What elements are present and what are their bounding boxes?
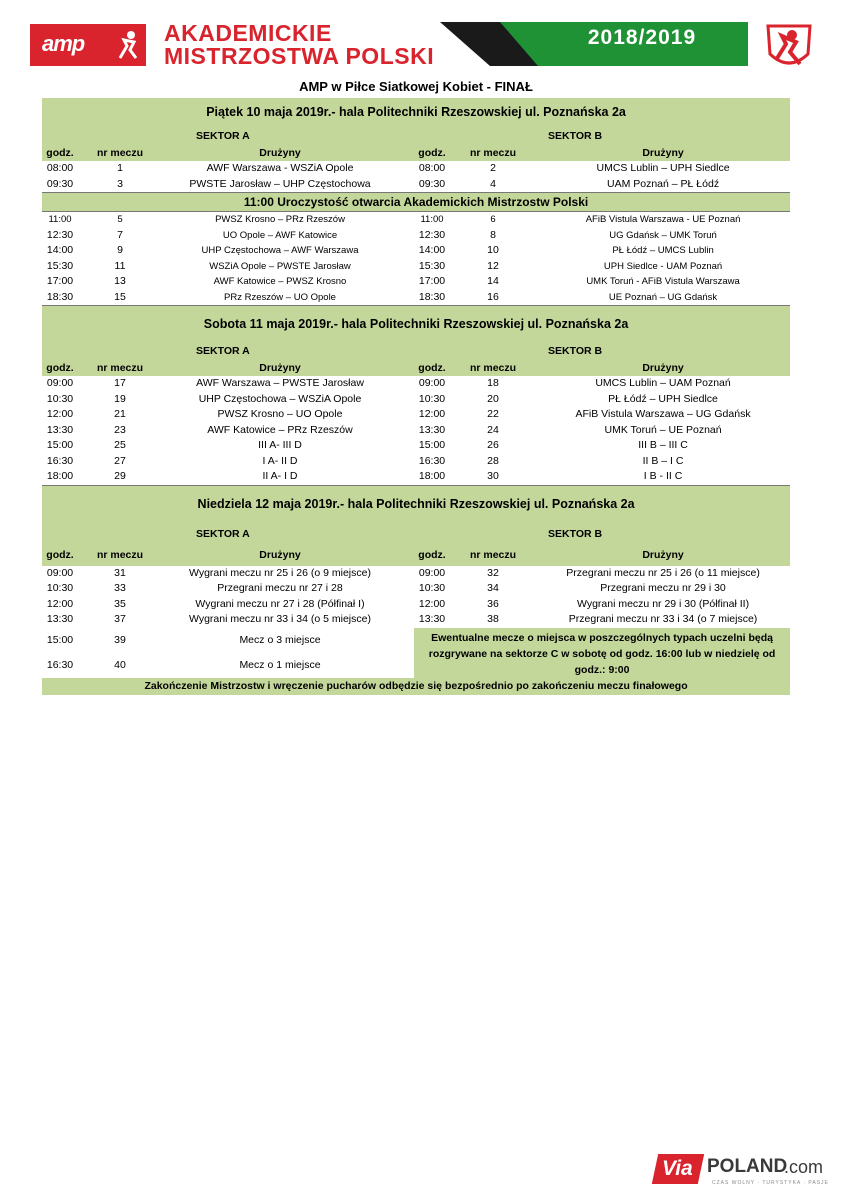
- col-match: nr meczu: [469, 549, 517, 561]
- match-time: 15:30: [46, 259, 74, 272]
- match-time: 18:00: [414, 469, 450, 485]
- match-teams: UHP Częstochowa – WSZiA Opole: [198, 392, 362, 405]
- match-time: 16:30: [46, 454, 74, 467]
- match-row: [42, 423, 790, 439]
- match-number: 38: [487, 613, 499, 626]
- match-time: 10:30: [418, 582, 446, 595]
- match-teams: UHP Częstochowa – AWF Warszawa: [201, 245, 359, 257]
- col-match: nr meczu: [469, 361, 517, 374]
- match-number: 37: [114, 613, 126, 626]
- match-row: [42, 259, 790, 275]
- match-row: [42, 392, 790, 408]
- sector-b-label: SEKTOR B: [548, 129, 603, 142]
- match-time: 18:00: [42, 469, 78, 485]
- match-time: 09:00: [46, 377, 74, 390]
- amp-logo: [30, 24, 146, 66]
- match-number: 16: [450, 290, 536, 306]
- match-row: [42, 612, 790, 628]
- match-time: 15:00: [46, 633, 74, 646]
- sector-b-label: SEKTOR B: [548, 528, 603, 540]
- match-number: 26: [487, 439, 499, 452]
- match-number: 9: [117, 244, 123, 257]
- match-teams: Przegrani meczu nr 29 i 30: [600, 582, 726, 595]
- match-row: [42, 581, 790, 597]
- azs-emblem-icon: [762, 20, 816, 74]
- match-time: 18:30: [42, 290, 78, 306]
- match-teams: III B – III C: [638, 439, 688, 452]
- match-teams: AWF Katowice – PWSZ Krosno: [213, 276, 347, 288]
- match-number: 2: [490, 162, 496, 175]
- match-number: 31: [114, 566, 126, 579]
- col-time: godz.: [418, 361, 446, 374]
- match-teams: II A- I D: [162, 469, 398, 485]
- match-time: 15:00: [418, 439, 446, 452]
- column-header-row: [42, 360, 790, 376]
- match-teams: AFiB Vistula Warszawa – UG Gdańsk: [575, 408, 751, 421]
- match-time: 14:00: [46, 244, 74, 257]
- match-row: [42, 597, 790, 613]
- day-heading: Piątek 10 maja 2019r.- hala Politechniki Rzeszowskiej ul. Poznańska 2a: [206, 105, 626, 119]
- match-number: 12: [487, 259, 499, 272]
- match-time: 09:00: [418, 566, 446, 579]
- match-time: 09:30: [418, 177, 446, 190]
- match-teams: AWF Warszawa - WSZiA Opole: [206, 162, 354, 175]
- match-time: 13:30: [46, 613, 74, 626]
- sector-c-note: Ewentualne mecze o miejsca w poszczególnych typach uczelni będą rozgrywane na sektorze C w sobotę od godz. 16:00 lub w niedzielę od godz.: 9:00: [414, 628, 790, 678]
- match-number: 17: [114, 377, 126, 390]
- brand-com: .com: [784, 1157, 824, 1177]
- match-time: 15:00: [46, 439, 74, 452]
- match-teams: UE Poznań – UG Gdańsk: [536, 290, 790, 306]
- match-time: 18:30: [414, 290, 450, 306]
- match-time: 10:30: [46, 392, 74, 405]
- match-row: [42, 454, 790, 470]
- match-number: 29: [78, 469, 162, 485]
- match-teams: Mecz o 3 miejsce: [239, 633, 321, 646]
- match-number: 8: [490, 228, 496, 241]
- match-time: 16:30: [418, 454, 446, 467]
- match-teams: UPH Siedlce - UAM Poznań: [603, 260, 723, 272]
- sector-row: [42, 524, 790, 546]
- day-heading: Niedziela 12 maja 2019r.- hala Politechniki Rzeszowskiej ul. Poznańska 2a: [197, 497, 635, 511]
- match-teams: UO Opole – AWF Katowice: [222, 229, 338, 241]
- match-number: 22: [487, 408, 499, 421]
- match-teams: AWF Warszawa – PWSTE Jarosław: [196, 377, 364, 390]
- match-number: 20: [487, 392, 499, 405]
- match-number: 18: [487, 377, 499, 390]
- match-teams: II B – I C: [642, 454, 684, 467]
- match-teams: PWSZ Krosno – PRz Rzeszów: [215, 214, 345, 226]
- amp-logo-text: amp: [42, 31, 85, 56]
- match-row: [42, 438, 790, 454]
- day-header-friday: [42, 98, 790, 127]
- match-teams: III A- III D: [258, 439, 302, 452]
- match-time: 08:00: [46, 162, 74, 175]
- season-label: 2018/2019: [587, 26, 697, 49]
- match-number: 25: [114, 439, 126, 452]
- match-number: 23: [114, 423, 126, 436]
- match-time: 16:30: [46, 658, 74, 671]
- sector-a-label: SEKTOR A: [196, 528, 250, 540]
- match-teams: Wygrani meczu nr 27 i 28 (Półfinał I): [195, 597, 365, 610]
- match-teams: Przegrani meczu nr 33 i 34 (o 7 miejsce): [568, 613, 758, 626]
- match-teams: PRz Rzeszów – UO Opole: [162, 290, 398, 306]
- match-row: [42, 177, 790, 193]
- match-row: [42, 274, 790, 290]
- column-header-row: [42, 145, 790, 161]
- match-teams: I B - II C: [536, 469, 790, 485]
- match-number: 10: [487, 244, 499, 257]
- match-number: 21: [114, 408, 126, 421]
- match-number: 19: [114, 392, 126, 405]
- match-teams: Wygrani meczu nr 33 i 34 (o 5 miejsce): [189, 613, 371, 626]
- col-match: nr meczu: [469, 146, 517, 159]
- document-title: AMP w Piłce Siatkowej Kobiet - FINAŁ: [299, 79, 533, 94]
- match-time: 09:30: [46, 177, 74, 190]
- match-number: 24: [487, 423, 499, 436]
- match-teams: Mecz o 1 miejsce: [239, 658, 321, 671]
- match-time: 14:00: [418, 244, 446, 257]
- match-teams: UMCS Lublin – UPH Siedlce: [596, 162, 730, 175]
- schedule-table: [42, 98, 790, 695]
- brand-poland: POLAND: [707, 1156, 788, 1177]
- col-time: godz.: [46, 549, 74, 561]
- col-teams: Drużyny: [259, 361, 301, 374]
- match-number: 30: [450, 469, 536, 485]
- match-teams: AWF Katowice – PRz Rzeszów: [207, 423, 353, 436]
- match-number: 34: [487, 582, 499, 595]
- column-header-row: [42, 546, 790, 566]
- brand-tagline: CZAS WOLNY · TURYSTYKA · PASJE: [712, 1180, 829, 1186]
- match-row: [42, 212, 790, 228]
- match-time: 13:30: [418, 613, 446, 626]
- match-time: 10:30: [46, 582, 74, 595]
- match-number: 15: [78, 290, 162, 306]
- match-teams: PŁ Łódź – UMCS Lublin: [612, 245, 714, 257]
- match-time: 09:00: [46, 566, 74, 579]
- match-row: [42, 376, 790, 392]
- col-teams: Drużyny: [642, 361, 684, 374]
- match-teams: UG Gdańsk – UMK Toruń: [609, 229, 717, 241]
- col-teams: Drużyny: [259, 146, 301, 159]
- match-teams: Przegrani meczu nr 25 i 26 (o 11 miejsce): [566, 566, 760, 579]
- day-heading: Sobota 11 maja 2019r.- hala Politechniki Rzeszowskiej ul. Poznańska 2a: [203, 316, 629, 331]
- match-number: 14: [487, 275, 499, 288]
- match-time: 12:30: [418, 228, 446, 241]
- day-header-saturday: [42, 306, 790, 343]
- match-teams: AFiB Vistula Warszawa - UE Poznań: [585, 214, 741, 226]
- brand-via: Via: [662, 1157, 693, 1180]
- col-match: nr meczu: [96, 146, 144, 159]
- match-number: 36: [487, 597, 499, 610]
- day-header-sunday: [42, 485, 790, 524]
- match-number: 3: [117, 177, 123, 190]
- match-row: [42, 161, 790, 177]
- match-time: 12:00: [46, 597, 74, 610]
- match-row: [42, 243, 790, 259]
- match-number: 27: [114, 454, 126, 467]
- match-time: 17:00: [46, 275, 74, 288]
- match-time: 12:00: [418, 597, 446, 610]
- col-teams: Drużyny: [642, 549, 684, 561]
- match-row: [42, 407, 790, 423]
- match-row: [42, 228, 790, 244]
- match-time: 12:30: [46, 228, 74, 241]
- match-row: [42, 566, 790, 582]
- match-time: 11:00: [48, 214, 72, 226]
- match-time: 13:30: [46, 423, 74, 436]
- col-match: nr meczu: [96, 361, 144, 374]
- match-time: 08:00: [418, 162, 446, 175]
- match-time: 15:30: [418, 259, 446, 272]
- opening-ceremony: 11:00 Uroczystość otwarcia Akademickich Mistrzostw Polski: [42, 193, 790, 212]
- col-teams: Drużyny: [259, 549, 301, 561]
- sector-a-label: SEKTOR A: [196, 344, 250, 357]
- match-teams: UMK Toruń - AFiB Vistula Warszawa: [586, 276, 740, 288]
- match-teams: I A- II D: [262, 454, 298, 467]
- match-row: [42, 290, 790, 306]
- col-time: godz.: [418, 549, 446, 561]
- match-number: 28: [487, 454, 499, 467]
- match-time: 09:00: [418, 377, 446, 390]
- match-number: 13: [114, 275, 126, 288]
- match-teams: UMK Toruń – UE Poznań: [604, 423, 722, 436]
- match-row: [42, 469, 790, 485]
- sector-a-label: SEKTOR A: [196, 129, 250, 142]
- match-time: 12:00: [46, 408, 74, 421]
- title-line1: AKADEMICKIE: [164, 20, 332, 46]
- match-time: 12:00: [418, 408, 446, 421]
- col-teams: Drużyny: [642, 146, 684, 159]
- match-teams: UMCS Lublin – UAM Poznań: [595, 377, 731, 390]
- match-number: 1: [117, 162, 123, 175]
- closing-row: [42, 678, 790, 695]
- volleyball-player-icon: [116, 30, 140, 60]
- col-match: nr meczu: [96, 549, 144, 561]
- sector-b-label: SEKTOR B: [548, 344, 603, 357]
- match-teams: Wygrani meczu nr 29 i 30 (Półfinał II): [577, 597, 750, 610]
- match-time: 13:30: [418, 423, 446, 436]
- match-teams: PŁ Łódź – UPH Siedlce: [608, 392, 718, 405]
- closing-ceremony: Zakończenie Mistrzostw i wręczenie pucharów odbędzie się bezpośrednio po zakończeniu meczu finałowego: [144, 679, 688, 692]
- match-number: 5: [117, 214, 123, 226]
- match-number: 32: [487, 566, 499, 579]
- match-teams: Przegrani meczu nr 27 i 28: [217, 582, 343, 595]
- col-time: godz.: [46, 361, 74, 374]
- match-number: 33: [114, 582, 126, 595]
- col-time: godz.: [46, 146, 74, 159]
- match-number: 6: [490, 214, 496, 226]
- title-line2: MISTRZOSTWA POLSKI: [164, 43, 435, 69]
- match-row: [42, 628, 790, 653]
- match-teams: WSZiA Opole – PWSTE Jarosław: [209, 260, 351, 272]
- col-time: godz.: [418, 146, 446, 159]
- match-time: 10:30: [418, 392, 446, 405]
- opening-ceremony-row: [42, 193, 790, 212]
- sector-row: [42, 127, 790, 145]
- match-teams: Wygrani meczu nr 25 i 26 (o 9 miejsce): [189, 566, 371, 579]
- match-number: 35: [114, 597, 126, 610]
- match-number: 4: [490, 177, 496, 190]
- match-teams: PWSZ Krosno – UO Opole: [217, 408, 343, 421]
- match-number: 11: [114, 259, 126, 272]
- match-number: 39: [114, 633, 126, 646]
- match-time: 11:00: [420, 214, 444, 226]
- match-time: 17:00: [418, 275, 446, 288]
- match-number: 7: [117, 228, 123, 241]
- sector-row: [42, 342, 790, 360]
- match-teams: UAM Poznań – PŁ Łódź: [607, 177, 720, 190]
- match-number: 40: [114, 658, 126, 671]
- match-teams: PWSTE Jarosław – UHP Częstochowa: [189, 177, 371, 190]
